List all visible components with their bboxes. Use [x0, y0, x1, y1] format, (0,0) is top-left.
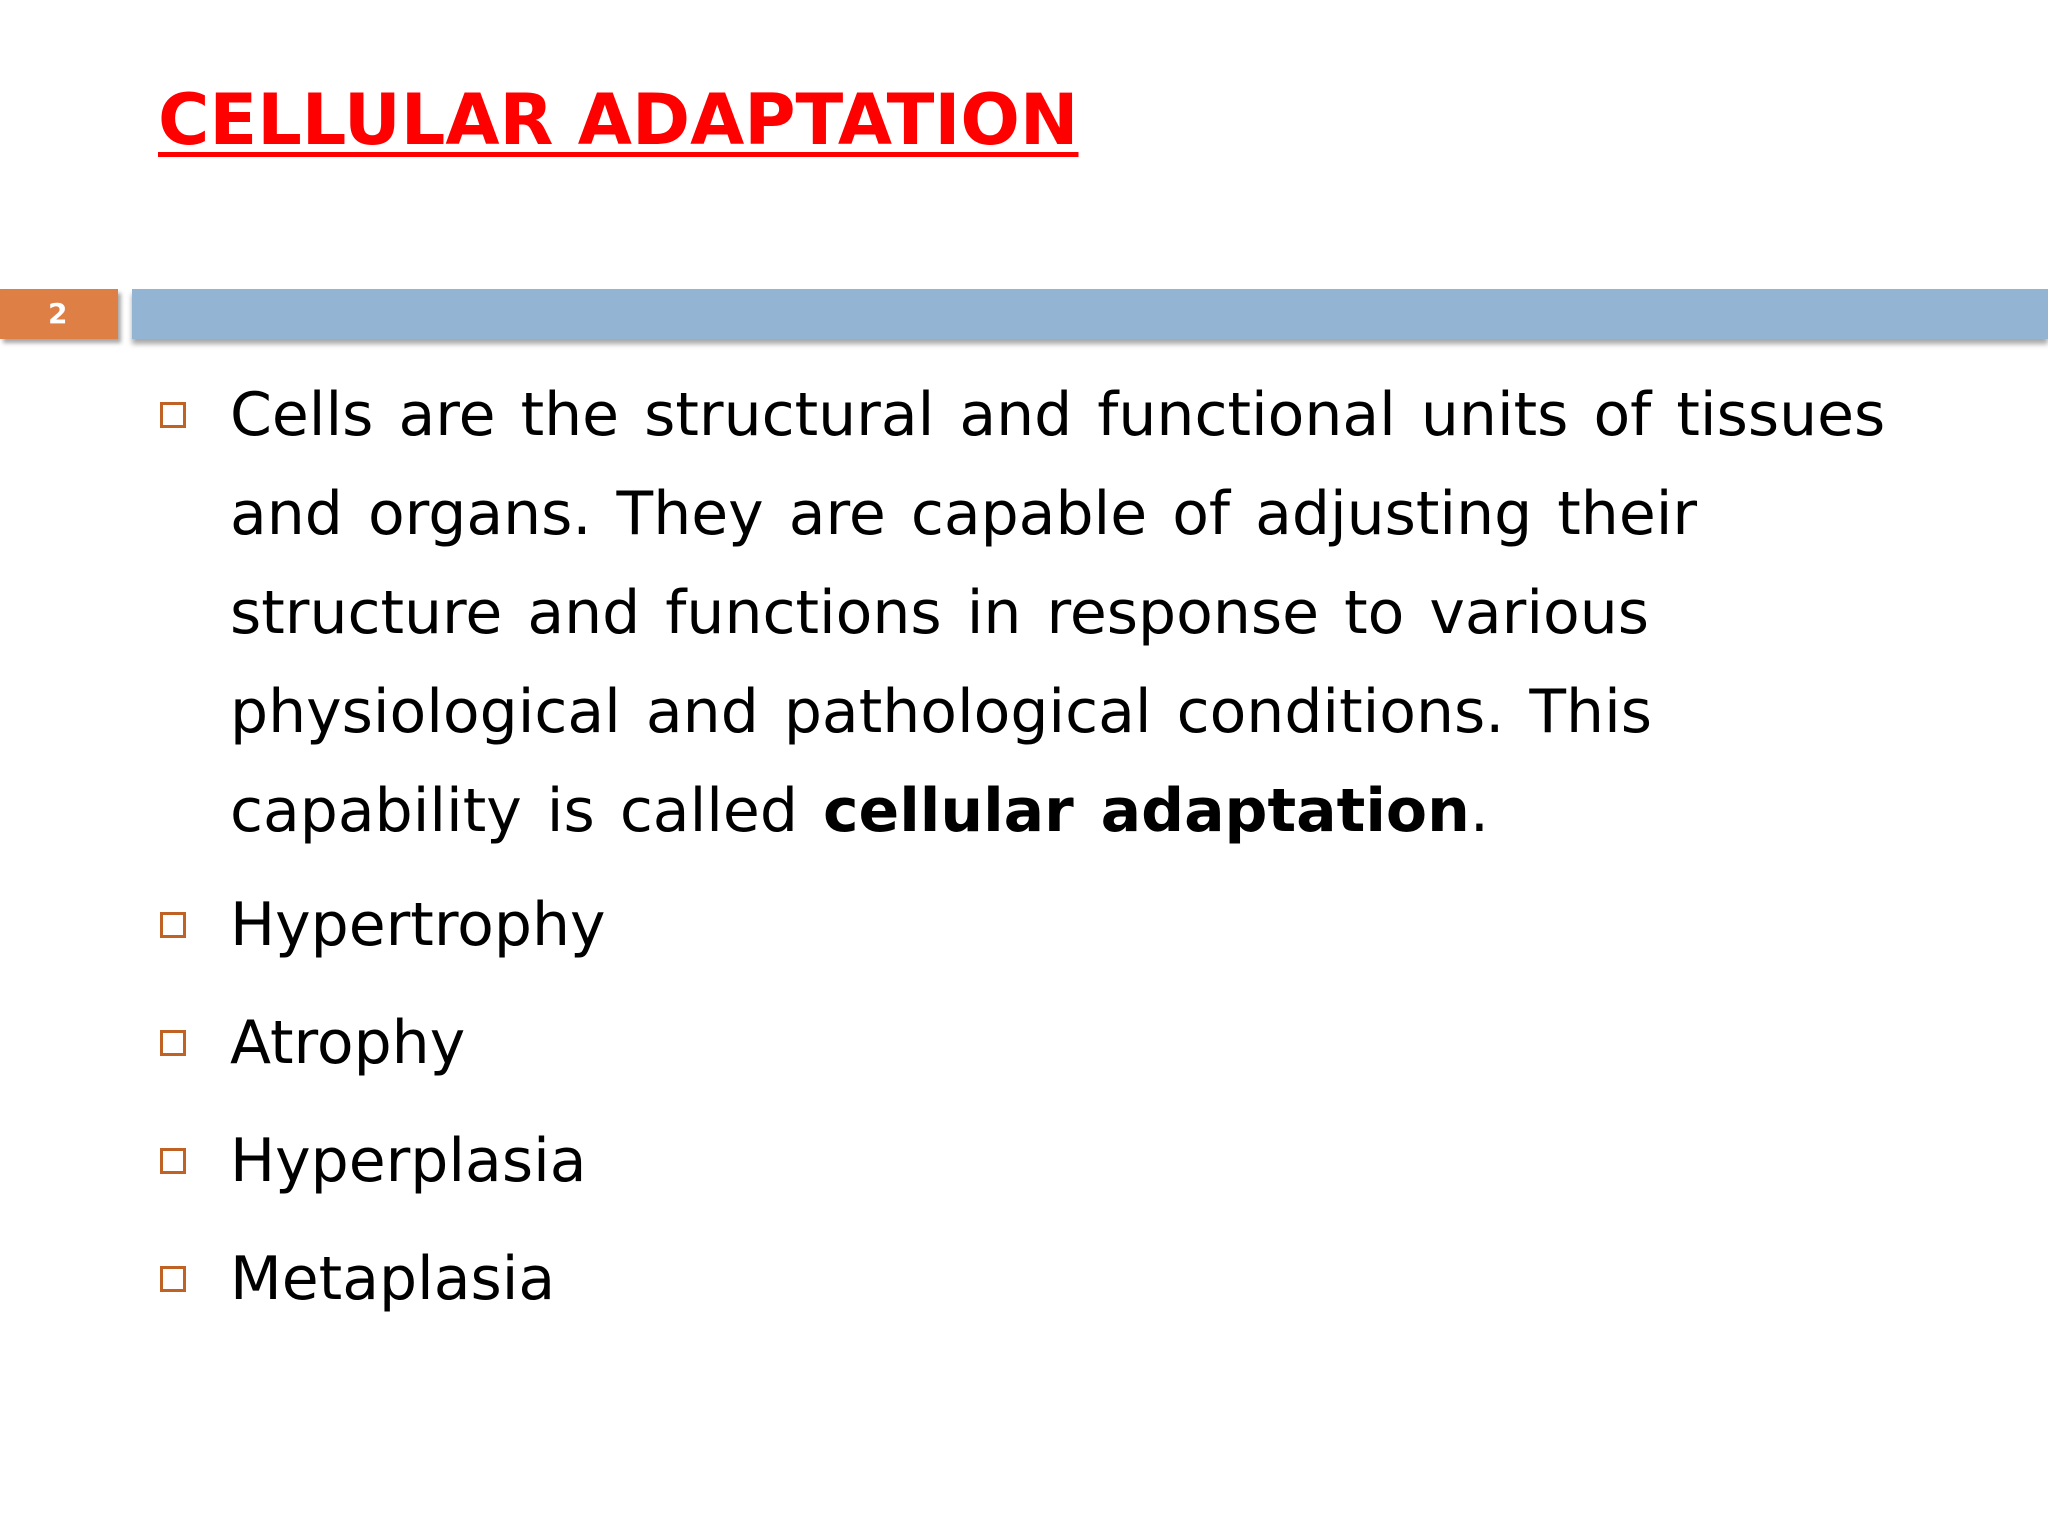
text-run: . [1469, 776, 1489, 846]
square-bullet-icon [160, 912, 186, 938]
text-line: and organs. They are capable of adjusting their [230, 479, 1698, 549]
slide-number-badge [0, 289, 118, 339]
header-divider-bar [132, 289, 2048, 339]
square-bullet-icon [160, 402, 186, 428]
text-line: physiological and pathological conditions. This [230, 677, 1653, 747]
square-bullet-icon [160, 1148, 186, 1174]
slide-number: 2 [48, 297, 68, 330]
bullet-text: Metaplasia [230, 1244, 556, 1314]
text-run: capability is called [230, 776, 823, 846]
bold-term: cellular adaptation [822, 776, 1470, 846]
text-line-last [230, 762, 1970, 861]
slide-title: CELLULAR ADAPTATION [158, 79, 1079, 161]
square-bullet-icon [160, 1266, 186, 1292]
text-line: structure and functions in response to various [230, 578, 1650, 648]
bullet-text [230, 366, 1970, 861]
square-bullet-icon [160, 1030, 186, 1056]
bullet-text: Atrophy [230, 1008, 466, 1078]
text-line: Cells are the structural and functional units of tissues [230, 380, 1886, 450]
bullet-text: Hypertrophy [230, 890, 606, 960]
bullet-text: Hyperplasia [230, 1126, 587, 1196]
